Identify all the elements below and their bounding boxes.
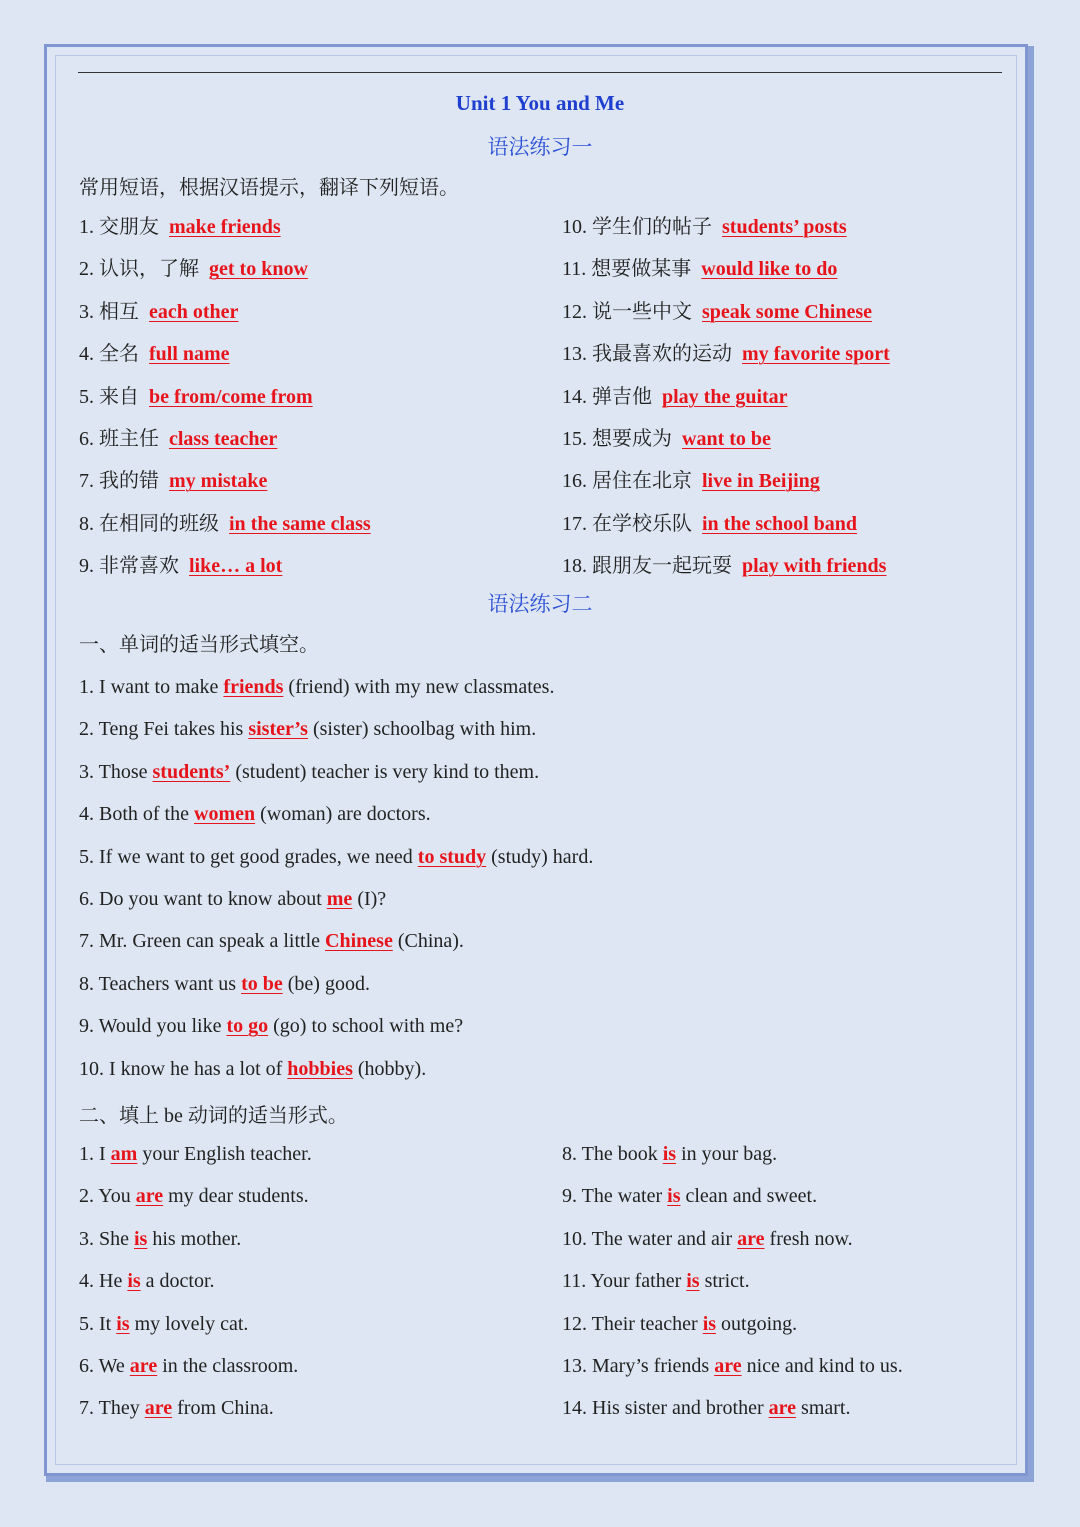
sentence-start: 13. Mary’s friends — [562, 1355, 715, 1377]
exercise-item — [562, 1226, 853, 1252]
sentence-start: 12. Their teacher — [562, 1312, 703, 1335]
answer: is — [116, 1312, 130, 1335]
sentence-start: 4. Both of the — [79, 803, 194, 826]
item-number: 8. — [79, 512, 94, 535]
phrase-item — [79, 511, 371, 537]
chinese-prompt: 认识，了解 — [94, 258, 199, 281]
exercise-item — [79, 1056, 426, 1082]
answer: in the same class — [229, 512, 371, 535]
answer: play the guitar — [662, 385, 788, 408]
exercise-item — [79, 971, 370, 997]
phrase-item — [79, 256, 308, 282]
sentence-start: 7. Mr. Green can speak a little — [79, 930, 326, 953]
answer: class teacher — [169, 428, 278, 450]
phrase-item — [79, 384, 313, 410]
answer: hobbies — [287, 1057, 353, 1080]
sentence-end: (woman) are doctors. — [255, 803, 431, 826]
exercise-item — [79, 1013, 463, 1039]
phrase-item — [562, 214, 847, 240]
chinese-prompt: 非常喜欢 — [94, 555, 179, 578]
phrase-item — [79, 341, 230, 367]
chinese-prompt: 想要做某事 — [586, 258, 692, 281]
answer: live in Beijing — [702, 470, 820, 493]
phrase-item — [79, 299, 238, 325]
item-number: 12. — [562, 300, 587, 323]
exercise-item — [79, 928, 464, 954]
answer: am — [110, 1143, 138, 1165]
answer: get to know — [209, 258, 308, 281]
phrase-item — [79, 214, 281, 240]
chinese-prompt: 跟朋友一起玩耍 — [587, 555, 732, 578]
sentence-start: 1. I — [79, 1143, 111, 1165]
item-number: 11. — [562, 258, 587, 281]
item-number: 2. — [79, 258, 94, 281]
phrase-item — [562, 341, 890, 367]
exercise-item — [79, 1226, 241, 1252]
exercise-item — [79, 1268, 215, 1294]
phrase-item — [562, 426, 771, 452]
sentence-start: 2. You — [79, 1185, 136, 1208]
phrase-item — [79, 553, 282, 579]
partB-instruction: 二、填上 be 动词的适当形式。 — [79, 1105, 348, 1127]
exercise-item — [79, 1353, 298, 1379]
chinese-prompt: 来自 — [94, 385, 139, 408]
sentence-end: (friend) with my new classmates. — [283, 676, 555, 698]
answer: play with friends — [742, 555, 887, 578]
sentence-end: (hobby). — [352, 1057, 427, 1080]
answer: would like to do — [701, 258, 838, 281]
item-number: 10. — [562, 216, 587, 238]
answer: women — [194, 803, 256, 826]
exercise-item — [562, 1353, 903, 1379]
sentence-end: (student) teacher is very kind to them. — [230, 760, 540, 783]
phrase-item — [562, 553, 886, 579]
answer: to go — [226, 1015, 269, 1038]
answer: is — [662, 1143, 677, 1165]
phrase-item — [562, 468, 820, 494]
phrase-item — [562, 256, 837, 282]
exercise-item — [562, 1141, 777, 1167]
phrase-item — [562, 384, 788, 410]
chinese-prompt: 弹吉他 — [587, 385, 652, 408]
exercise-item — [79, 844, 593, 870]
sentence-start: 9. Would you like — [79, 1015, 227, 1038]
exercise-item — [79, 1141, 312, 1167]
item-number: 5. — [79, 385, 94, 408]
sentence-start: 6. Do you want to know about — [79, 888, 327, 910]
item-number: 15. — [562, 428, 587, 450]
sentence-start: 3. Those — [79, 760, 153, 783]
answer: is — [686, 1270, 700, 1293]
sentence-start: 5. It — [79, 1312, 117, 1335]
chinese-prompt: 居住在北京 — [587, 470, 692, 493]
exercise-item — [562, 1268, 750, 1294]
sentence-start: 3. She — [79, 1227, 134, 1250]
answer: are — [768, 1397, 797, 1420]
sentence-end: a doctor. — [140, 1270, 215, 1293]
sentence-start: 8. The book — [562, 1143, 663, 1165]
exercise-item — [79, 801, 431, 827]
phrase-item — [79, 468, 267, 494]
partA-instruction: 一、单词的适当形式填空。 — [79, 634, 319, 656]
item-number: 3. — [79, 300, 94, 323]
item-number: 6. — [79, 428, 94, 450]
exercise-item — [79, 1183, 309, 1209]
sentence-start: 9. The water — [562, 1185, 668, 1208]
answer: make friends — [169, 216, 281, 238]
sentence-end: fresh now. — [764, 1227, 853, 1250]
answer: full name — [149, 343, 230, 366]
answer: are — [144, 1397, 173, 1420]
answer: be from/come from — [149, 385, 313, 408]
answer: is — [702, 1312, 717, 1335]
section1-instruction: 常用短语，根据汉语提示，翻译下列短语。 — [79, 177, 459, 199]
page-title: Unit 1 You and Me — [455, 91, 625, 115]
sentence-start: 5. If we want to get good grades, we need — [79, 845, 418, 868]
answer: friends — [223, 676, 284, 698]
section1-heading: 语法练习一 — [487, 135, 593, 159]
answer: speak some Chinese — [702, 300, 873, 323]
sentence-end: (sister) schoolbag with him. — [307, 718, 537, 741]
answer: is — [134, 1227, 148, 1250]
item-number: 1. — [79, 216, 94, 238]
answer: students’ — [152, 760, 231, 783]
section2-heading: 语法练习二 — [487, 592, 593, 616]
answer: are — [714, 1355, 742, 1377]
phrase-item — [79, 426, 277, 452]
sentence-end: your English teacher. — [137, 1143, 312, 1165]
item-number: 16. — [562, 470, 587, 493]
answer: students’ posts — [722, 216, 847, 238]
sentence-end: nice and kind to us. — [741, 1355, 903, 1377]
chinese-prompt: 全名 — [94, 343, 139, 366]
sentence-end: smart. — [796, 1397, 851, 1420]
answer: sister’s — [248, 718, 308, 741]
exercise-item — [79, 716, 536, 742]
answer: are — [737, 1227, 765, 1250]
sentence-end: in the classroom. — [157, 1355, 299, 1377]
item-number: 7. — [79, 470, 94, 493]
answer: are — [129, 1355, 158, 1377]
sentence-end: (study) hard. — [486, 845, 594, 868]
answer: is — [667, 1185, 681, 1208]
sentence-start: 1. I want to make — [79, 676, 224, 698]
chinese-prompt: 我最喜欢的运动 — [587, 343, 732, 366]
sentence-end: clean and sweet. — [680, 1185, 818, 1208]
sentence-start: 8. Teachers want us — [79, 972, 242, 995]
item-number: 4. — [79, 343, 94, 366]
exercise-item — [79, 674, 554, 700]
sentence-end: strict. — [699, 1270, 750, 1293]
sentence-start: 6. We — [79, 1355, 130, 1377]
sentence-end: my lovely cat. — [129, 1312, 249, 1335]
exercise-item — [79, 1311, 248, 1337]
exercise-item — [562, 1183, 817, 1209]
sentence-start: 10. The water and air — [562, 1227, 738, 1250]
answer: my favorite sport — [742, 343, 890, 366]
sentence-start: 11. Your father — [562, 1270, 687, 1293]
sentence-end: in your bag. — [676, 1143, 778, 1165]
item-number: 13. — [562, 343, 587, 366]
exercise-item — [562, 1311, 797, 1337]
sentence-start: 14. His sister and brother — [562, 1397, 769, 1420]
answer: in the school band — [702, 512, 858, 535]
answer: want to be — [682, 428, 771, 450]
sentence-end: (China). — [392, 930, 464, 953]
exercise-item — [79, 886, 386, 912]
sentence-end: from China. — [172, 1397, 274, 1420]
sentence-end: (I)? — [352, 888, 387, 910]
exercise-item — [79, 759, 539, 785]
item-number: 18. — [562, 555, 587, 578]
chinese-prompt: 想要成为 — [587, 428, 672, 450]
chinese-prompt: 在相同的班级 — [94, 512, 219, 535]
answer: my mistake — [169, 470, 268, 493]
exercise-item — [562, 1395, 850, 1421]
exercise-item — [79, 1395, 274, 1421]
answer: each other — [149, 300, 239, 323]
answer: to study — [417, 845, 487, 868]
chinese-prompt: 在学校乐队 — [587, 512, 692, 535]
item-number: 17. — [562, 512, 587, 535]
answer: like… a lot — [189, 555, 283, 578]
answer: me — [326, 888, 353, 910]
header-rule — [78, 72, 1002, 73]
answer: is — [127, 1270, 141, 1293]
sentence-start: 4. He — [79, 1270, 128, 1293]
sentence-end: my dear students. — [163, 1185, 309, 1208]
sentence-end: his mother. — [147, 1227, 242, 1250]
answer: to be — [241, 972, 283, 995]
chinese-prompt: 交朋友 — [94, 216, 159, 238]
sentence-end: (go) to school with me? — [268, 1015, 464, 1038]
phrase-item — [562, 299, 872, 325]
sentence-start: 7. They — [79, 1397, 145, 1420]
chinese-prompt: 相互 — [94, 300, 139, 323]
chinese-prompt: 班主任 — [94, 428, 159, 450]
item-number: 14. — [562, 385, 587, 408]
sentence-end: outgoing. — [716, 1312, 798, 1335]
item-number: 9. — [79, 555, 94, 578]
answer: are — [135, 1185, 164, 1208]
chinese-prompt: 我的错 — [94, 470, 159, 493]
chinese-prompt: 学生们的帖子 — [587, 216, 712, 238]
phrase-item — [562, 511, 857, 537]
sentence-end: (be) good. — [282, 972, 370, 995]
answer: Chinese — [325, 930, 393, 953]
sentence-start: 2. Teng Fei takes his — [79, 718, 249, 741]
chinese-prompt: 说一些中文 — [587, 300, 692, 323]
sentence-start: 10. I know he has a lot of — [79, 1057, 288, 1080]
